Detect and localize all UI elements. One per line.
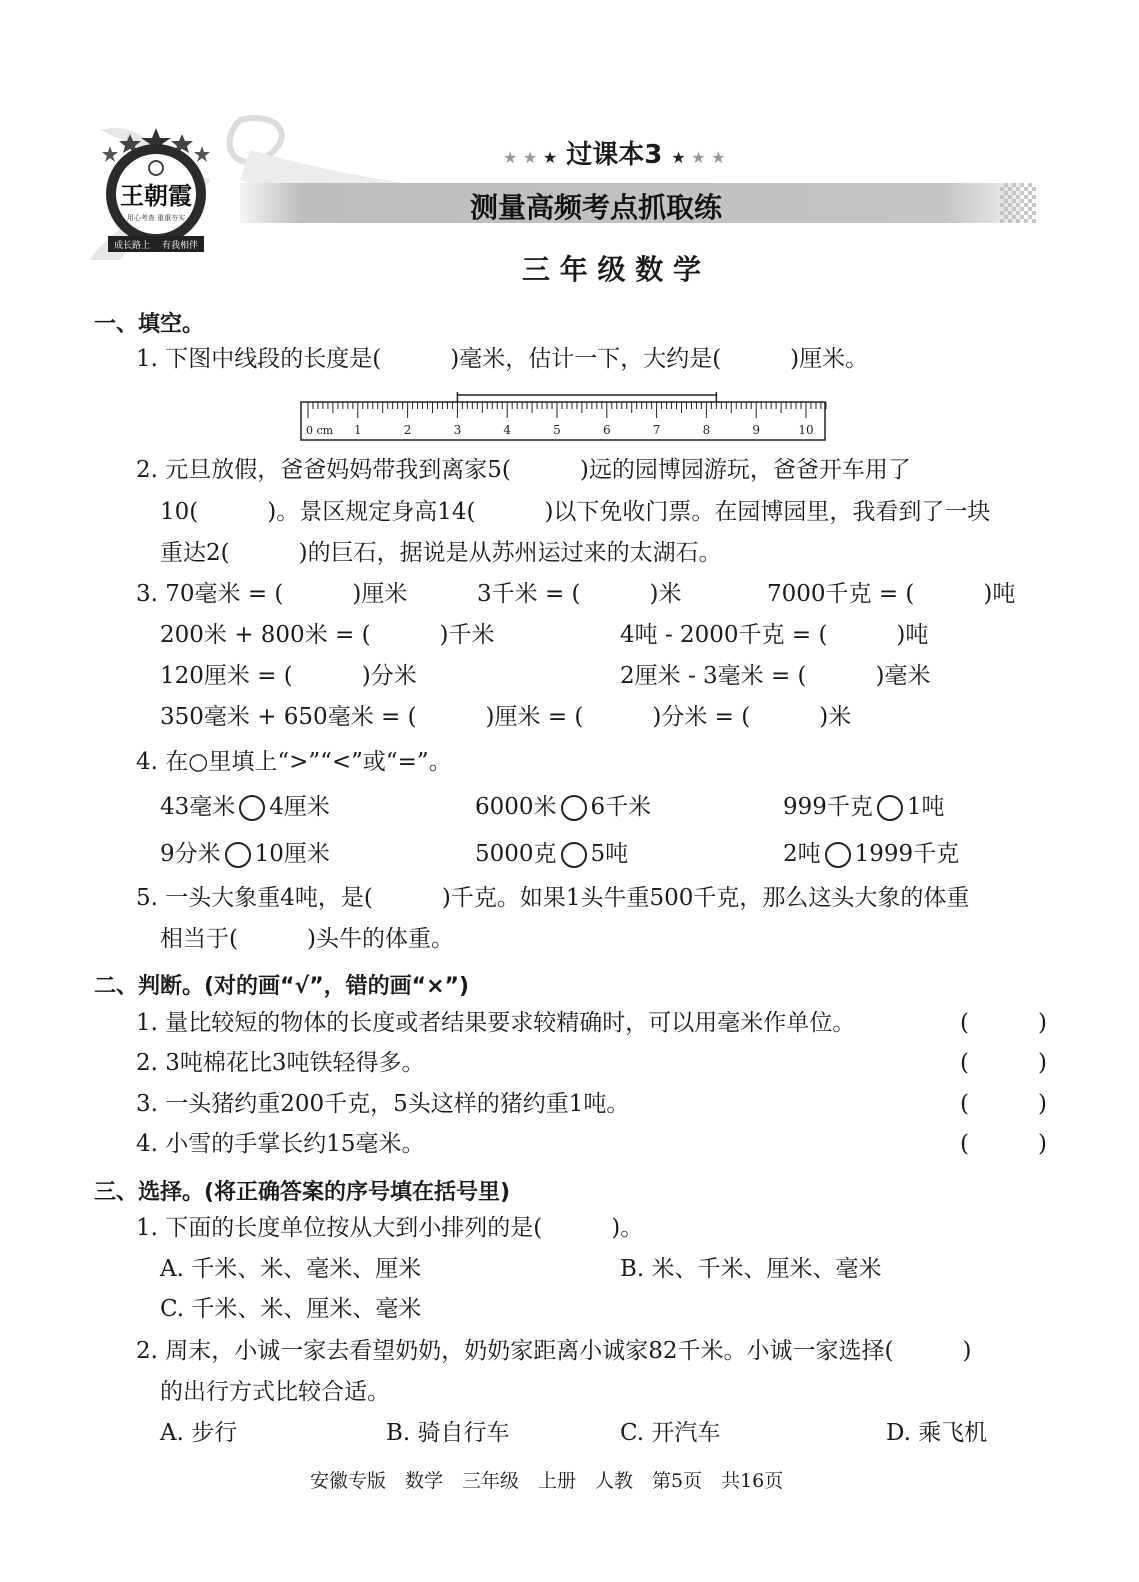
ruler-tick-label: 6 — [602, 423, 611, 437]
page-subtitle: 三 年 级 数 学 — [522, 253, 701, 286]
question-1-5-line2: 相当于( )头牛的体重。 — [160, 926, 454, 952]
choice-option-b: B. 骑自行车 — [386, 1420, 510, 1446]
question-1-3-r3a: 120厘米 = ( )分米 — [160, 663, 417, 689]
question-1-3-r3b: 2厘米 - 3毫米 = ( )毫米 — [620, 663, 931, 689]
compare-item — [160, 842, 330, 868]
compare-right: 10厘米 — [254, 841, 330, 867]
judge-item: 2. 3吨棉花比3吨铁轻得多。 — [136, 1050, 425, 1076]
section-heading-choice: 三、选择。(将正确答案的序号填在括号里) — [94, 1180, 511, 1205]
ruler-tick-label: 3 — [453, 423, 462, 437]
star-icon: ★ ★ — [685, 148, 726, 167]
question-1-3-r4: 350毫米 + 650毫米 = ( )厘米 = ( )分米 = ( )米 — [160, 704, 852, 730]
ruler-tick-label: 8 — [702, 423, 711, 437]
compare-circle[interactable] — [877, 795, 903, 821]
question-1-4-stem: 4. 在○里填上“>”“<”或“=”。 — [136, 749, 452, 775]
star-icon: ★ — [542, 148, 558, 167]
compare-left: 5000克 — [475, 841, 557, 867]
compare-item — [475, 842, 628, 868]
compare-circle[interactable] — [561, 842, 587, 868]
compare-right: 5吨 — [590, 841, 629, 867]
ruler-tick-label: 4 — [503, 423, 512, 437]
compare-left: 43毫米 — [160, 794, 236, 820]
page-footer: 安徽专版 数学 三年级 上册 人教 第5页 共16页 — [310, 1470, 784, 1492]
series-label: 过课本3 — [566, 140, 663, 170]
choice-question-2-line1: 2. 周末，小诚一家去看望奶奶，奶奶家距离小诚家82千米。小诚一家选择( ) — [136, 1338, 972, 1364]
judge-answer-box[interactable]: ( ) — [960, 1091, 1047, 1117]
compare-circle[interactable] — [825, 842, 851, 868]
judge-answer-box[interactable]: ( ) — [960, 1131, 1047, 1157]
choice-option-d: D. 乘飞机 — [886, 1420, 988, 1446]
choice-option-a: A. 千米、米、毫米、厘米 — [160, 1256, 422, 1282]
choice-option-c: C. 千米、米、厘米、毫米 — [160, 1296, 422, 1322]
choice-question-1: 1. 下面的长度单位按从大到小排列的是( )。 — [136, 1215, 644, 1241]
ruler-tick-label: 5 — [553, 423, 561, 437]
question-1-3-r1c: 7000千克 = ( )吨 — [767, 581, 1016, 607]
compare-left: 2吨 — [783, 841, 821, 867]
compare-right: 1999千克 — [854, 841, 960, 867]
choice-option-a: A. 步行 — [160, 1420, 238, 1446]
question-1-3-r2b: 4吨 - 2000千克 = ( )吨 — [620, 622, 929, 648]
compare-item — [783, 842, 959, 868]
ruler-tick-label: 2 — [403, 423, 412, 437]
series-label-row — [503, 134, 726, 171]
choice-option-c: C. 开汽车 — [620, 1420, 721, 1446]
question-1-3-r1b: 3千米 = ( )米 — [477, 581, 682, 607]
compare-circle[interactable] — [239, 795, 265, 821]
brand-logo — [100, 128, 212, 256]
judge-item: 3. 一头猪约重200千克，5头这样的猪约重1吨。 — [136, 1091, 630, 1117]
question-1-2-line3: 重达2( )的巨石，据说是从苏州运过来的太湖石。 — [160, 540, 722, 566]
compare-left: 6000米 — [475, 794, 557, 820]
logo-motto-right: 有我相伴 — [161, 241, 199, 251]
question-1-1: 1. 下图中线段的长度是( )毫米，估计一下，大约是( )厘米。 — [136, 346, 869, 372]
compare-item — [160, 795, 330, 821]
compare-right: 6千米 — [590, 794, 652, 820]
ruler-tick-label: 10 — [798, 423, 814, 437]
section-heading-judge: 二、判断。(对的画“√”，错的画“×”) — [94, 974, 470, 999]
compare-circle[interactable] — [225, 842, 251, 868]
question-1-2-line2: 10( )。景区规定身高14( )以下免收门票。在园博园里，我看到了一块 — [160, 499, 991, 525]
logo-motto-left: 成长路上 — [113, 241, 151, 251]
section-heading-fill: 一、填空。 — [94, 312, 205, 337]
question-1-3-r1a: 3. 70毫米 = ( )厘米 — [136, 581, 408, 607]
logo-brand-text: 王朝霞 — [120, 181, 192, 210]
ruler-tick-label: 9 — [752, 423, 761, 437]
question-1-2-line1: 2. 元旦放假，爸爸妈妈带我到离家5( )远的园博园游玩，爸爸开车用了 — [136, 457, 911, 483]
compare-right: 1吨 — [906, 794, 945, 820]
checker-decoration — [1000, 183, 1036, 223]
compare-item — [783, 795, 945, 821]
ruler-tick-label: 7 — [652, 423, 661, 437]
ruler-figure — [300, 392, 830, 444]
star-icon: ★ ★ — [503, 148, 543, 167]
question-1-3-r2a: 200米 + 800米 = ( )千米 — [160, 622, 495, 648]
compare-item — [475, 795, 651, 821]
star-icon: ★ — [671, 148, 686, 167]
judge-answer-box[interactable]: ( ) — [960, 1050, 1047, 1076]
question-1-5-line1: 5. 一头大象重4吨，是( )千克。如果1头牛重500千克，那么这头大象的体重 — [136, 885, 970, 911]
logo-tagline: 用心考查 重重夯实 — [126, 214, 186, 222]
banner-title: 测量高频考点抓取练 — [470, 191, 723, 224]
choice-question-2-line2: 的出行方式比较合适。 — [160, 1379, 390, 1405]
ruler-tick-label: 1 — [353, 423, 362, 437]
compare-circle[interactable] — [561, 795, 587, 821]
compare-left: 999千克 — [783, 794, 873, 820]
compare-right: 4厘米 — [269, 794, 330, 820]
compare-left: 9分米 — [160, 841, 221, 867]
choice-option-b: B. 米、千米、厘米、毫米 — [620, 1256, 882, 1282]
judge-item: 4. 小雪的手掌长约15毫米。 — [136, 1131, 425, 1157]
ruler-unit-label: 0 cm — [306, 424, 334, 437]
judge-answer-box[interactable]: ( ) — [960, 1010, 1047, 1036]
judge-item: 1. 量比较短的物体的长度或者结果要求较精确时，可以用毫米作单位。 — [136, 1010, 856, 1036]
